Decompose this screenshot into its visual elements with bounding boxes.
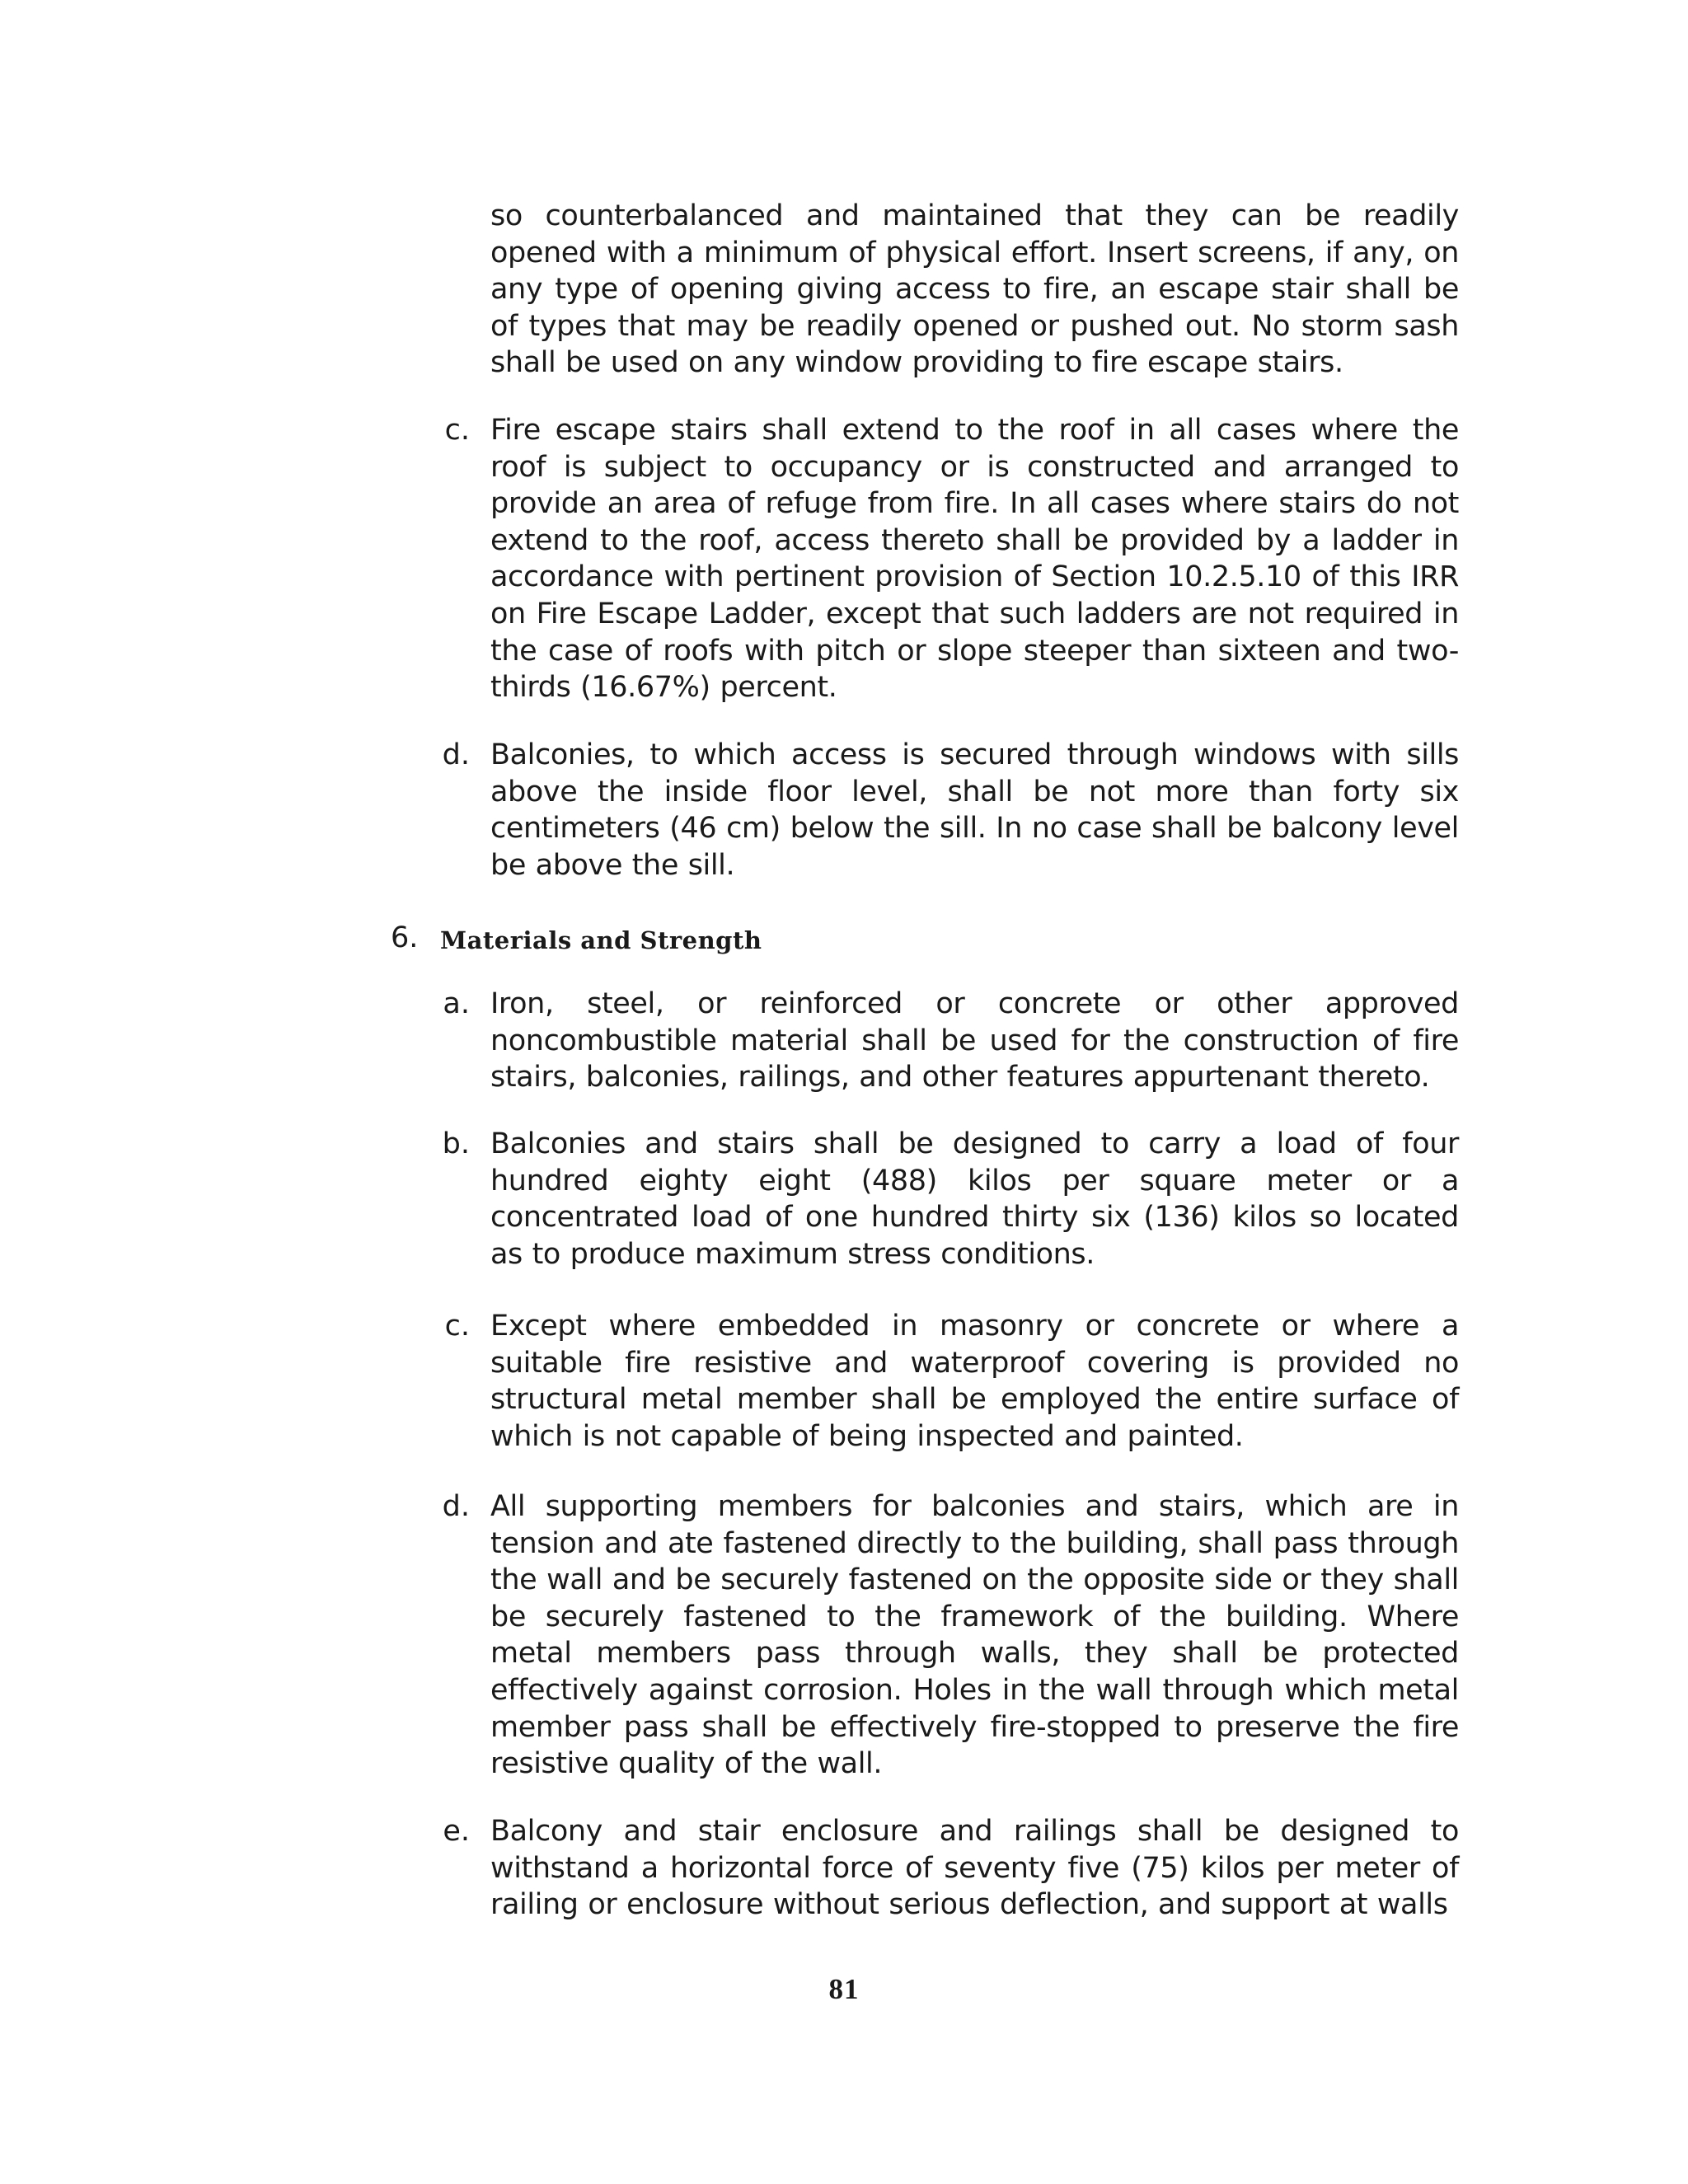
continuation-paragraph: so counterbalanced and maintained that they can be readily opened with a minimum of physical effort. Insert screens, if any, on any type of opening giving access to fire, an escape stair shall be of types that may be readily opened or pushed out. No storm sash shall be used on any window providing to fire escape stairs. bbox=[490, 199, 1459, 380]
section-number: 6. bbox=[391, 921, 419, 954]
item-marker-6c: c. bbox=[444, 1310, 470, 1343]
item-marker-5c: c. bbox=[444, 414, 470, 447]
item-text-5c: Fire escape stairs shall extend to the roof in all cases where the roof is subject to occupancy or is constructed and arranged to provide an area of refuge from fire. In all cases where stairs do not extend to the roof, access thereto shall be provided by a ladder in accordance with pertinent provision of Section 10.2.5.10 of this IRR on Fire Escape Ladder, except that such ladders are not required in the case of roofs with pitch or slope steeper than sixteen and two-thirds (16.67%) percent. bbox=[490, 414, 1459, 705]
item-text-6a: Iron, steel, or reinforced or concrete or other approved noncombustible material shall be used for the construction of fire stairs, balconies, railings, and other features appurtenant thereto. bbox=[490, 987, 1459, 1094]
item-marker-6e: e. bbox=[443, 1815, 470, 1848]
item-text-5d: Balconies, to which access is secured through windows with sills above the inside floor level, shall be not more than forty six centimeters (46 cm) below the sill. In no case shall be balcony level be above the sill. bbox=[490, 738, 1459, 882]
item-marker-5d: d. bbox=[442, 738, 470, 771]
item-text-6c: Except where embedded in masonry or concrete or where a suitable fire resistive and waterproof covering is provided no structural metal member shall be employed the entire surface of which is not capable of being inspected and painted. bbox=[490, 1310, 1459, 1453]
page-number: 81 bbox=[828, 1973, 860, 2005]
section-title: Materials and Strength bbox=[440, 926, 762, 954]
item-marker-6a: a. bbox=[443, 987, 470, 1020]
item-text-6b: Balconies and stairs shall be designed to carry a load of four hundred eighty eight (488) kilos per square meter or a concentrated load of one hundred thirty six (136) kilos so located as to produce maximum stress conditions. bbox=[490, 1127, 1459, 1271]
item-text-6e: Balcony and stair enclosure and railings shall be designed to withstand a horizontal force of seventy five (75) kilos per meter of railing or enclosure without serious deflection, and support at walls bbox=[490, 1815, 1459, 1922]
item-text-6d: All supporting members for balconies and stairs, which are in tension and ate fastened directly to the building, shall pass through the wall and be securely fastened on the opposite side or they shall be securely fastened to the framework of the building. Where metal members pass through walls, they shall be protected effectively against corrosion. Holes in the wall through which metal member pass shall be effectively fire-stopped to preserve the fire resistive quality of the wall. bbox=[490, 1490, 1459, 1781]
item-marker-6d: d. bbox=[442, 1490, 470, 1523]
item-marker-6b: b. bbox=[442, 1127, 470, 1160]
